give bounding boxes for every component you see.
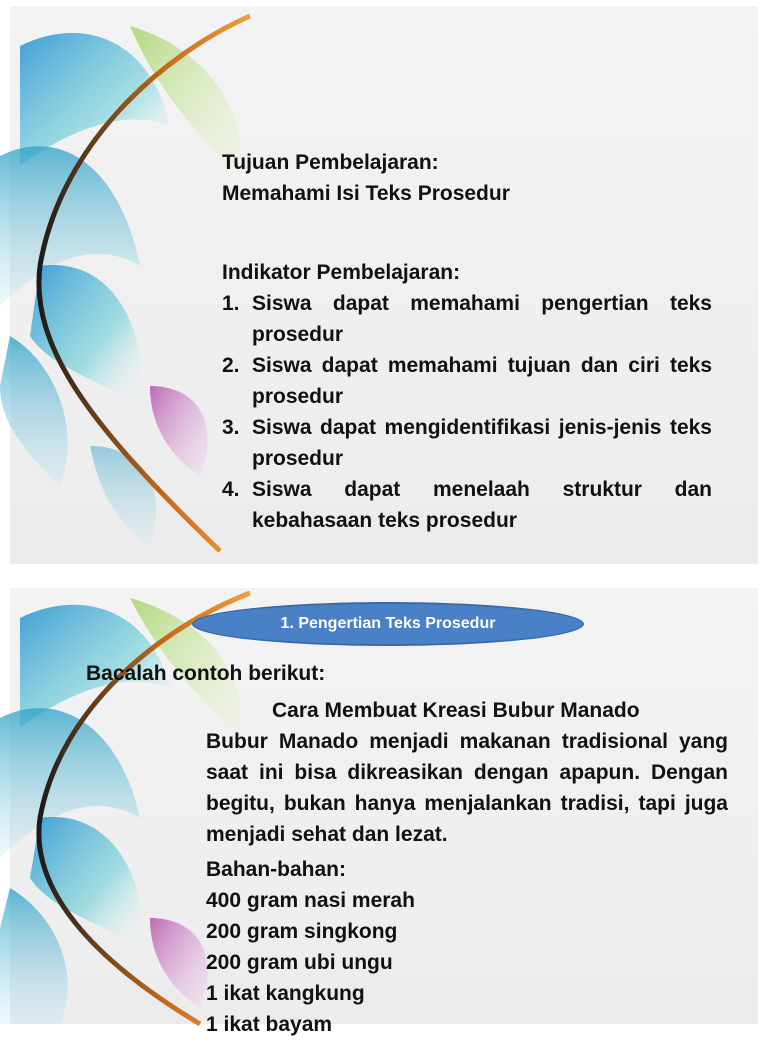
slide-1 <box>10 6 758 564</box>
indicator-number: 1. <box>222 292 240 315</box>
learning-goal-block <box>222 147 712 209</box>
indicator-heading: Indikator Pembelajaran: <box>222 261 461 284</box>
ingredient-item: 400 gram nasi merah <box>206 889 415 912</box>
indicator-item <box>222 412 712 474</box>
slide-2 <box>10 588 758 1036</box>
indicator-number: 2. <box>222 354 240 377</box>
indicator-number: 4. <box>222 478 240 501</box>
intro-text: Bacalah contoh berikut: <box>86 662 326 685</box>
recipe-paragraph: Bubur Manado menjadi makanan tradisional yang saat ini bisa dikreasikan dengan apapun. Dengan begitu, bukan hanya menjalankan tradisi, tapi juga menjadi sehat dan lezat. <box>206 730 728 846</box>
ingredient-item: 200 gram ubi ungu <box>206 951 393 974</box>
ingredient-item: 1 ikat kangkung <box>206 982 365 1005</box>
indicator-item <box>222 350 712 412</box>
indicator-list <box>222 288 712 536</box>
ingredient-item: 1 ikat bayam <box>206 1013 333 1036</box>
learning-goal-heading: Tujuan Pembelajaran: <box>222 151 439 174</box>
indicator-block <box>222 257 712 536</box>
ingredient-item: 200 gram singkong <box>206 920 398 943</box>
indicator-text: Siswa dapat memahami pengertian teks prosedur <box>252 292 712 346</box>
indicator-text: Siswa dapat mengidentifikasi jenis-jenis teks prosedur <box>252 416 712 470</box>
learning-goal-text: Memahami Isi Teks Prosedur <box>222 182 510 205</box>
ingredients-heading: Bahan-bahan: <box>206 858 347 881</box>
section-title-oval: 1. Pengertian Teks Prosedur <box>192 602 584 646</box>
indicator-text: Siswa dapat memahami tujuan dan ciri teks prosedur <box>252 354 712 408</box>
recipe-title: Cara Membuat Kreasi Bubur Manado <box>272 699 640 722</box>
indicator-item <box>222 474 712 536</box>
indicator-number: 3. <box>222 416 240 439</box>
indicator-item <box>222 288 712 350</box>
ingredients-block <box>206 854 726 1040</box>
indicator-text: Siswa dapat menelaah struktur dan kebahasaan teks prosedur <box>252 478 712 532</box>
